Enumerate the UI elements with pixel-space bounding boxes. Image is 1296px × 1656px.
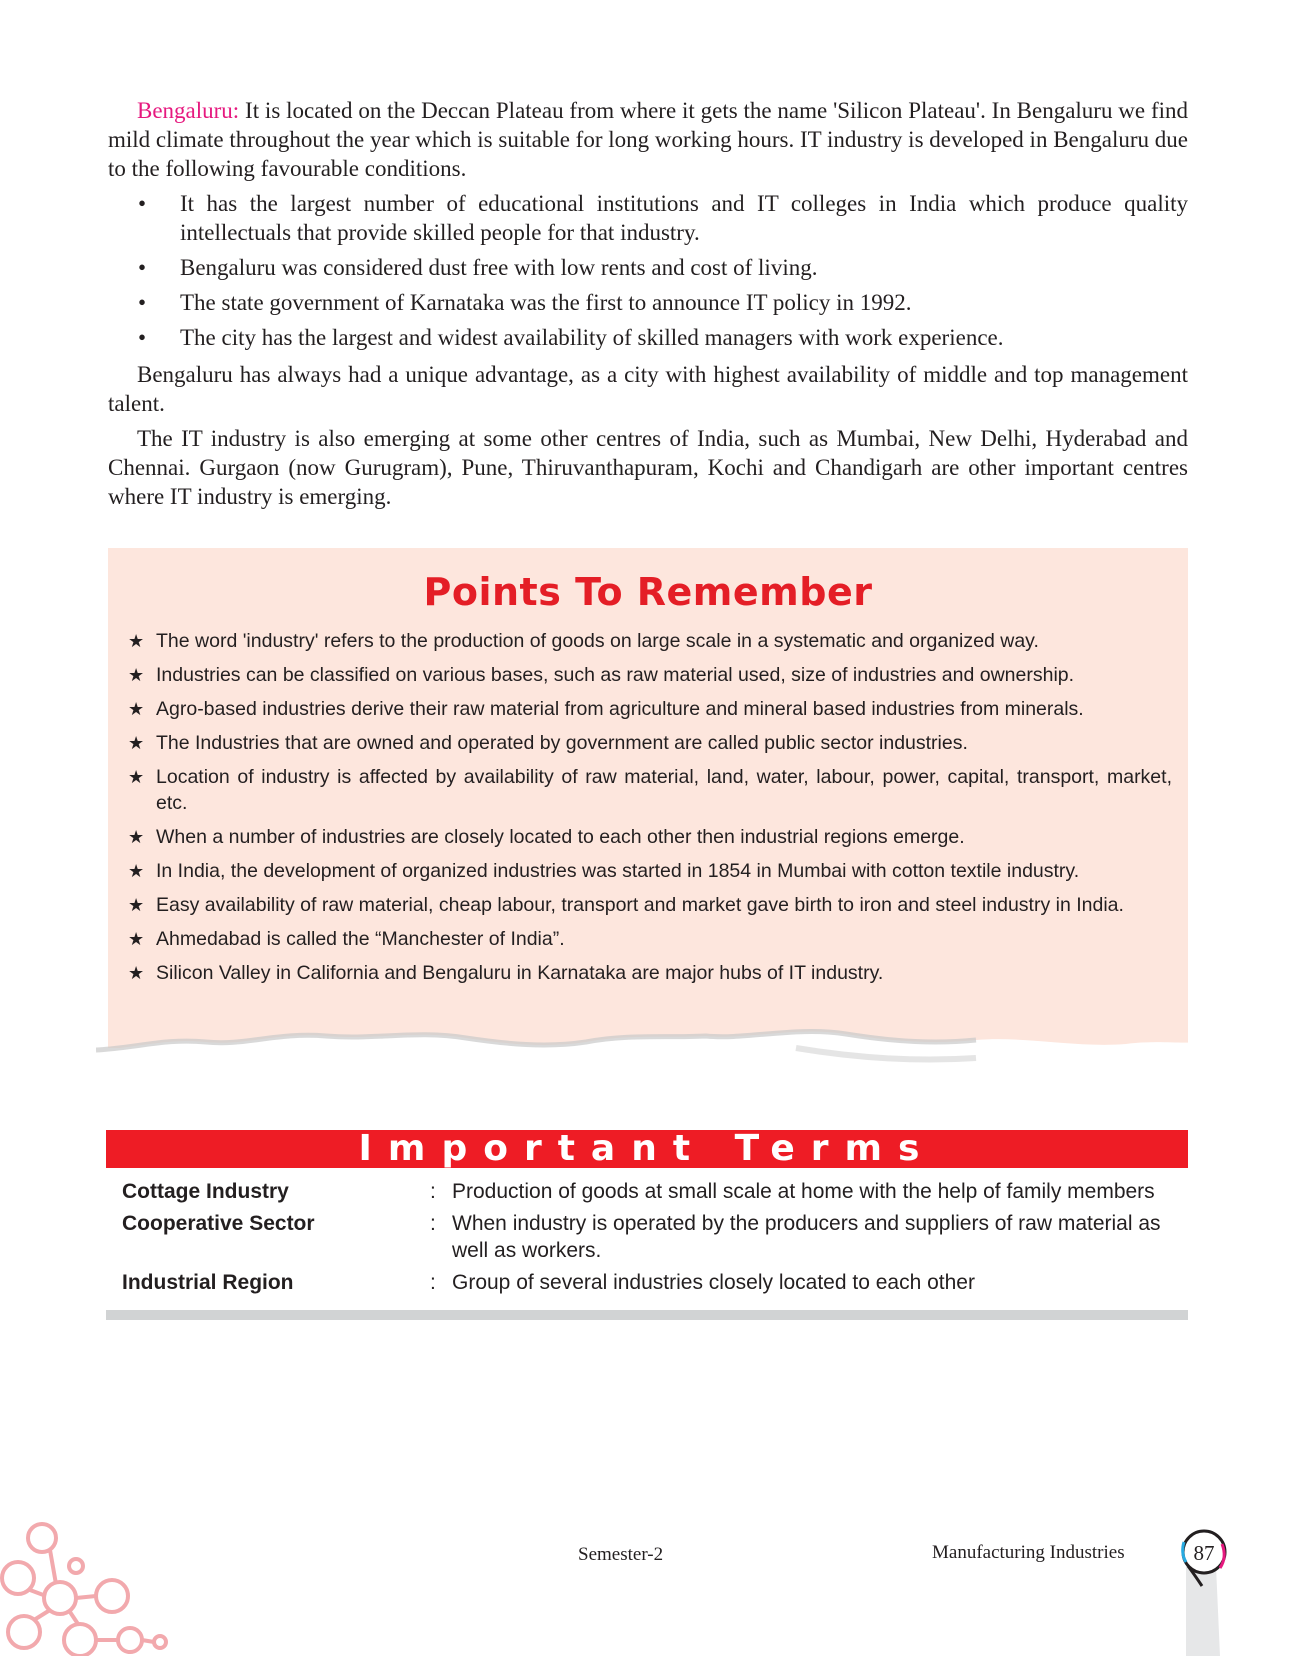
terms-list [122, 1178, 1182, 1301]
term-name: Cottage Industry [122, 1180, 289, 1203]
bullet-icon: • [138, 290, 147, 315]
list-item: ★ In India, the development of organized industries was started in 1854 in Mumbai with cotton textile industry. [128, 860, 1080, 882]
star-icon: ★ [128, 733, 145, 753]
page-number: 87 [1193, 1541, 1215, 1565]
star-icon: ★ [128, 699, 145, 719]
list-item: • Bengaluru was considered dust free with low rents and cost of living. [138, 255, 818, 280]
points-list [128, 628, 1172, 994]
list-item: • The state government of Karnataka was the first to announce IT policy in 1992. [138, 290, 912, 315]
term-row [122, 1178, 1182, 1205]
points-to-remember-box [108, 548, 1188, 1048]
list-item: ★ Silicon Valley in California and Bengaluru in Karnataka are major hubs of IT industry. [128, 962, 884, 984]
star-icon: ★ [128, 665, 145, 685]
term-name: Industrial Region [122, 1271, 294, 1294]
terms-divider [106, 1310, 1188, 1320]
term-name: Cooperative Sector [122, 1212, 315, 1235]
term-row [122, 1210, 1182, 1264]
star-icon: ★ [128, 767, 145, 787]
footer-chapter-title: Manufacturing Industries [932, 1542, 1125, 1563]
footer-semester: Semester-2 [578, 1544, 664, 1565]
important-terms-header [106, 1130, 1188, 1168]
torn-paper-edge [96, 1018, 1196, 1078]
paragraph-text: It is located on the Deccan Plateau from where it gets the name 'Silicon Plateau'. In Bengaluru we find mild climate throughout the year which is suitable for long working hours. IT industry is developed in Bengaluru due to the following favourable conditions. [108, 98, 1188, 181]
bubbles-decoration-icon [0, 1516, 180, 1656]
list-item: ★ The Industries that are owned and operated by government are called public sector industries. [128, 732, 968, 754]
term-colon: : [430, 1212, 436, 1235]
star-icon: ★ [128, 929, 145, 949]
points-title: Points To Remember [423, 570, 873, 614]
term-definition: Group of several industries closely located to each other [452, 1271, 975, 1294]
bullet-list [108, 189, 1188, 352]
star-icon: ★ [128, 895, 145, 915]
term-colon: : [430, 1180, 436, 1203]
star-icon: ★ [128, 631, 145, 651]
bullet-icon: • [138, 255, 147, 280]
list-item: ★ Easy availability of raw material, cheap labour, transport and market gave birth to iron and steel industry in India. [128, 894, 1124, 916]
list-item: ★ The word 'industry' refers to the production of goods on large scale in a systematic and organized way. [128, 630, 1039, 652]
list-item: • The city has the largest and widest availability of skilled managers with work experience. [138, 325, 1004, 350]
terms-title: Important Terms [358, 1128, 936, 1169]
paragraph-lead: Bengaluru: [137, 98, 240, 123]
list-item: ★ When a number of industries are closely located to each other then industrial regions emerge. [128, 826, 965, 848]
bullet-icon: • [138, 325, 147, 350]
term-colon: : [430, 1271, 436, 1294]
bullet-icon: • [138, 191, 147, 216]
star-icon: ★ [128, 963, 145, 983]
paragraph-advantage: Bengaluru has always had a unique advantage, as a city with highest availability of middle and top management talent. [108, 362, 1188, 416]
list-item: ★ Location of industry is affected by availability of raw material, land, water, labour, power, capital, transport, market, etc. [128, 766, 1172, 814]
body-text [108, 96, 1188, 517]
paragraph-other-centres: The IT industry is also emerging at some other centres of India, such as Mumbai, New Delhi, Hyderabad and Chennai. Gurgaon (now Gurugram), Pune, Thiruvanthapuram, Kochi and Chandigarh are other important centres where IT industry is emerging. [108, 426, 1188, 509]
list-item: • It has the largest number of educational institutions and IT colleges in India which produce quality intellectuals that provide skilled people for that industry. [138, 191, 1188, 245]
term-row [122, 1269, 1182, 1296]
list-item: ★ Ahmedabad is called the “Manchester of India”. [128, 928, 565, 950]
paragraph-bengaluru [108, 96, 1188, 183]
star-icon: ★ [128, 861, 145, 881]
list-item: ★ Agro-based industries derive their raw material from agriculture and mineral based industries from minerals. [128, 698, 1084, 720]
term-definition: Production of goods at small scale at home with the help of family members [452, 1180, 1155, 1203]
list-item: ★ Industries can be classified on various bases, such as raw material used, size of industries and ownership. [128, 664, 1075, 686]
term-definition: When industry is operated by the producers and suppliers of raw material as well as workers. [452, 1212, 1161, 1262]
star-icon: ★ [128, 827, 145, 847]
